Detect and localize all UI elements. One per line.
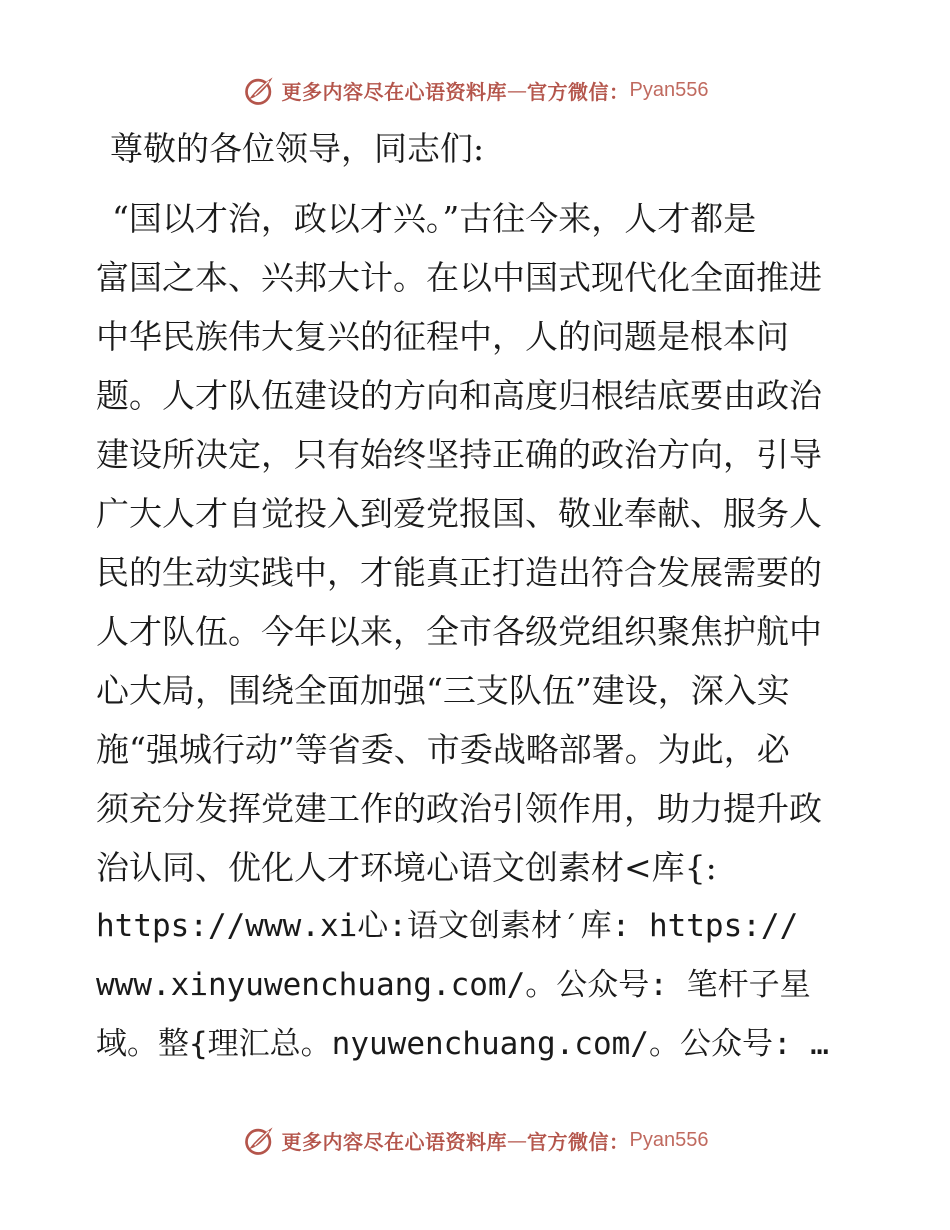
footer-watermark-banner xyxy=(0,1120,950,1160)
paragraph-line: 题。人才队伍建设的方向和高度归根结底要由政治 xyxy=(96,376,822,415)
paragraph-line: 民的生动实践中，才能真正打造出符合发展需要的 xyxy=(96,553,822,592)
paragraph-line: 心大局，围绕全面加强“三支队伍”建设，深入实 xyxy=(96,671,790,710)
banner-text: 更多内容尽在心语资料库 xyxy=(281,1129,508,1154)
paragraph-line: “国以才治，政以才兴。”古往今来，人才都是 xyxy=(112,199,757,238)
banner-official-label: 官方微信： xyxy=(527,1129,630,1154)
quill-logo-icon xyxy=(242,72,278,108)
banner-official-label: 官方微信： xyxy=(527,79,630,104)
banner-text: 更多内容尽在心语资料库 xyxy=(281,79,508,104)
paragraph-line: 施“强城行动”等省委、市委战略部署。为此，必 xyxy=(96,730,790,769)
banner-wechat-id: Pyan556 xyxy=(629,78,709,101)
paragraph-line: 中华民族伟大复兴的征程中，人的问题是根本问 xyxy=(96,317,789,356)
greeting-line: 尊敬的各位领导，同志们: xyxy=(110,129,485,168)
url-line: https://www.xi心:语文创素材′库: https:// xyxy=(96,908,799,944)
paragraph-line: 富国之本、兴邦大计。在以中国式现代化全面推进 xyxy=(96,258,822,297)
paragraph-line: 须充分发挥党建工作的政治引领作用，助力提升政 xyxy=(96,789,822,828)
url-line: 域。整{理汇总。nyuwenchuang.com/。公众号: … xyxy=(96,1026,829,1062)
banner-wechat-id: Pyan556 xyxy=(629,1128,709,1151)
paragraph-line: 治认同、优化人才环境心语文创素材<库{: xyxy=(96,848,717,887)
paragraph-line: 建设所决定，只有始终坚持正确的政治方向，引导 xyxy=(96,435,822,474)
paragraph-line: 人才队伍。今年以来，全市各级党组织聚焦护航中 xyxy=(96,612,822,651)
banner-separator: — xyxy=(507,78,528,102)
url-line: www.xinyuwenchuang.com/。公众号: 笔杆子星 xyxy=(96,967,811,1003)
header-watermark-banner xyxy=(0,70,950,110)
paragraph-line: 广大人才自觉投入到爱党报国、敬业奉献、服务人 xyxy=(96,494,822,533)
quill-logo-icon xyxy=(242,1122,278,1158)
banner-separator: — xyxy=(507,1128,528,1152)
speech-body xyxy=(96,118,856,1074)
